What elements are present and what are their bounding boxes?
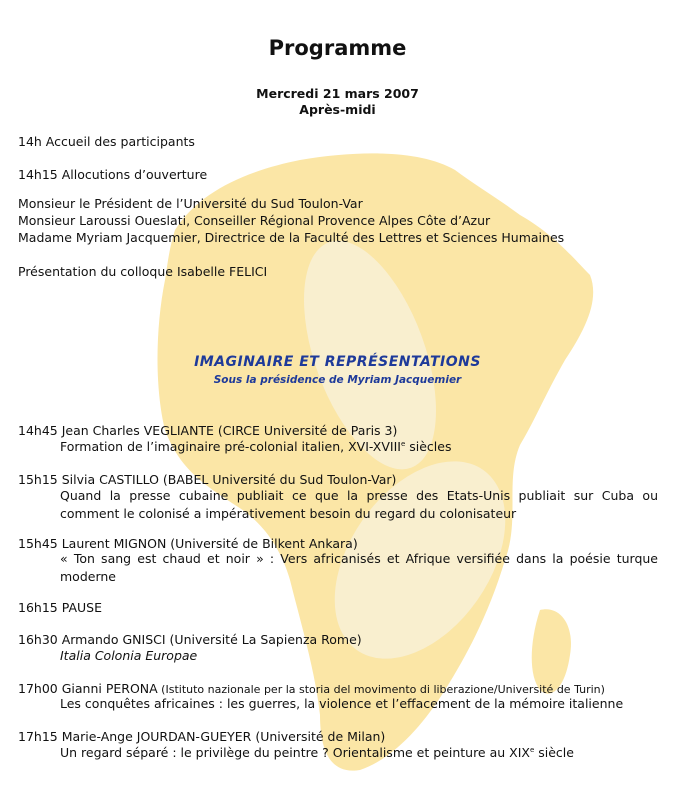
- talk-speaker: 17h00 Gianni PERONA (Istituto nazionale per la storia del movimento di liberazione/Université de Turin): [18, 681, 605, 696]
- opening-item: Madame Myriam Jacquemier, Directrice de la Faculté des Lettres et Sciences Humaines: [18, 230, 565, 245]
- talk-title: Les conquêtes africaines : les guerres, la violence et l’effacement de la mémoire italienne: [60, 696, 624, 711]
- talk-title: Quand la presse cubaine publiait ce que la presse des Etats-Unis publiait sur Cuba ou comment le colonisé a impérativement besoin du regard du colonisateur: [60, 488, 658, 521]
- talk-speaker: 16h30 Armando GNISCI (Université La Sapienza Rome): [18, 632, 362, 647]
- section-subtitle: Sous la présidence de Myriam Jacquemier: [213, 374, 462, 386]
- section-title: IMAGINAIRE ET REPRÉSENTATIONS: [194, 354, 481, 370]
- opening-item: Monsieur le Président de l’Université du Sud Toulon-Var: [18, 196, 363, 211]
- pause: 16h15 PAUSE: [18, 600, 102, 615]
- talk-title: Formation de l’imaginaire pré-colonial italien, XVI-XVIIIe siècles: [60, 439, 452, 454]
- talk-speaker: 14h45 Jean Charles VEGLIANTE (CIRCE Université de Paris 3): [18, 423, 398, 438]
- opening-item: Présentation du colloque Isabelle FELICI: [18, 264, 268, 279]
- talk-speaker: 15h45 Laurent MIGNON (Université de Bilkent Ankara): [18, 536, 358, 551]
- event-date: Mercredi 21 mars 2007: [256, 86, 419, 101]
- opening-item: 14h15 Allocutions d’ouverture: [18, 167, 208, 182]
- talk-title: Italia Colonia Europae: [60, 648, 198, 663]
- talk-title: Un regard séparé : le privilège du peintre ? Orientalisme et peinture au XIXe siècle: [60, 745, 574, 760]
- page-title: Programme: [268, 36, 407, 60]
- opening-item: 14h Accueil des participants: [18, 134, 195, 149]
- talk-title: « Ton sang est chaud et noir » : Vers africanisés et Afrique versifiée dans la poésie turque moderne: [60, 551, 658, 584]
- event-period: Après-midi: [299, 102, 376, 117]
- talk-speaker: 15h15 Silvia CASTILLO (BABEL Université du Sud Toulon-Var): [18, 472, 397, 487]
- opening-item: Monsieur Laroussi Oueslati, Conseiller Régional Provence Alpes Côte d’Azur: [18, 213, 491, 228]
- talk-speaker: 17h15 Marie-Ange JOURDAN-GUEYER (Université de Milan): [18, 729, 386, 744]
